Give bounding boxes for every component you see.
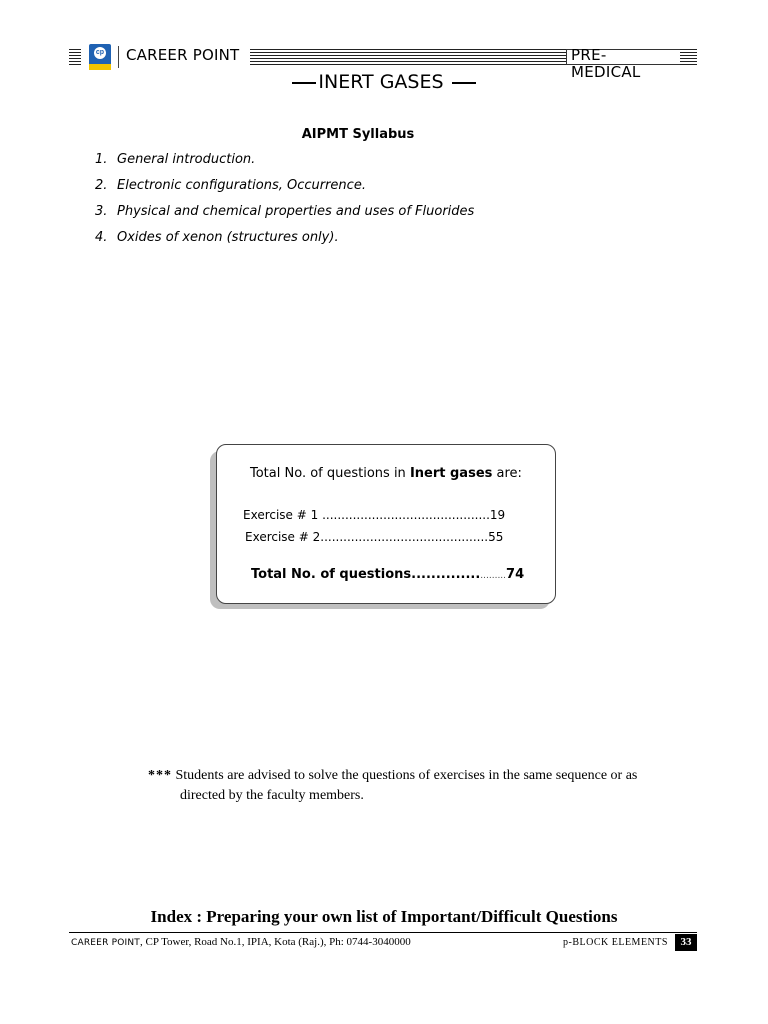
brand-name: CAREER POINT	[126, 46, 240, 64]
note-marker: ***	[148, 768, 172, 783]
syllabus-item	[95, 178, 366, 194]
note-line-1: Students are advised to solve the questions of exercises in the same sequence or as	[172, 768, 638, 783]
syllabus-item	[95, 204, 474, 220]
total-dots: ..............	[411, 567, 481, 582]
footer-chapter: p-BLOCK ELEMENTS	[563, 937, 668, 948]
total-count: 74	[506, 567, 525, 582]
syllabus-item-text: Oxides of xenon (structures only).	[117, 230, 339, 245]
index-heading: Index : Preparing your own list of Important/Difficult Questions	[150, 907, 618, 926]
syllabus-item-number: 4.	[95, 230, 108, 245]
syllabus-item-number: 1.	[95, 152, 108, 167]
title-dash-left	[292, 82, 316, 84]
chapter-title	[0, 70, 768, 94]
total-dots-thin: .........	[480, 571, 507, 581]
syllabus-item	[95, 152, 255, 168]
footer-address	[71, 936, 411, 950]
header-hatch-middle	[250, 49, 566, 67]
header-hatch-right	[680, 49, 697, 67]
footer-brand: CAREER POINT	[71, 938, 140, 948]
career-point-logo	[89, 44, 111, 70]
total-questions-row	[251, 567, 524, 584]
heading-suffix: are:	[492, 466, 522, 481]
syllabus-item-text: General introduction.	[117, 152, 256, 167]
exercise-row	[245, 530, 503, 545]
chapter-title-text: INERT GASES	[318, 71, 444, 93]
course-label: PRE-MEDICAL	[571, 46, 641, 81]
exercise-count: 19	[489, 508, 506, 522]
syllabus-item-number: 3.	[95, 204, 108, 219]
footer-address-text: , CP Tower, Road No.1, IPIA, Kota (Raj.), Ph: 0744-3040000	[139, 936, 411, 948]
brand-divider	[118, 46, 119, 68]
exercise-row	[243, 508, 505, 523]
advisory-note	[148, 766, 708, 806]
total-label: Total No. of questions	[251, 567, 412, 582]
exercise-label: Exercise # 2	[245, 530, 321, 544]
syllabus-item	[95, 230, 339, 246]
heading-topic: Inert gases	[409, 466, 493, 481]
syllabus-item-text: Electronic configurations, Occurrence.	[117, 178, 366, 193]
header-hatch-left	[69, 49, 81, 67]
exercise-dots: ............................................	[322, 508, 490, 522]
syllabus-item-text: Physical and chemical properties and uses of Fluorides	[117, 204, 475, 219]
footer-rule	[69, 932, 697, 933]
syllabus-heading: AIPMT Syllabus	[301, 127, 415, 142]
note-line-2: directed by the faculty members.	[180, 788, 364, 803]
syllabus-item-number: 2.	[95, 178, 108, 193]
page-number: 33	[675, 934, 697, 951]
exercise-label: Exercise # 1	[243, 508, 323, 522]
title-dash-right	[452, 82, 476, 84]
questions-box-heading	[250, 466, 522, 482]
exercise-count: 55	[488, 530, 504, 544]
exercise-dots: ............................................	[320, 530, 489, 544]
heading-prefix: Total No. of questions in	[250, 466, 410, 481]
logo-mark: cp	[94, 47, 106, 59]
